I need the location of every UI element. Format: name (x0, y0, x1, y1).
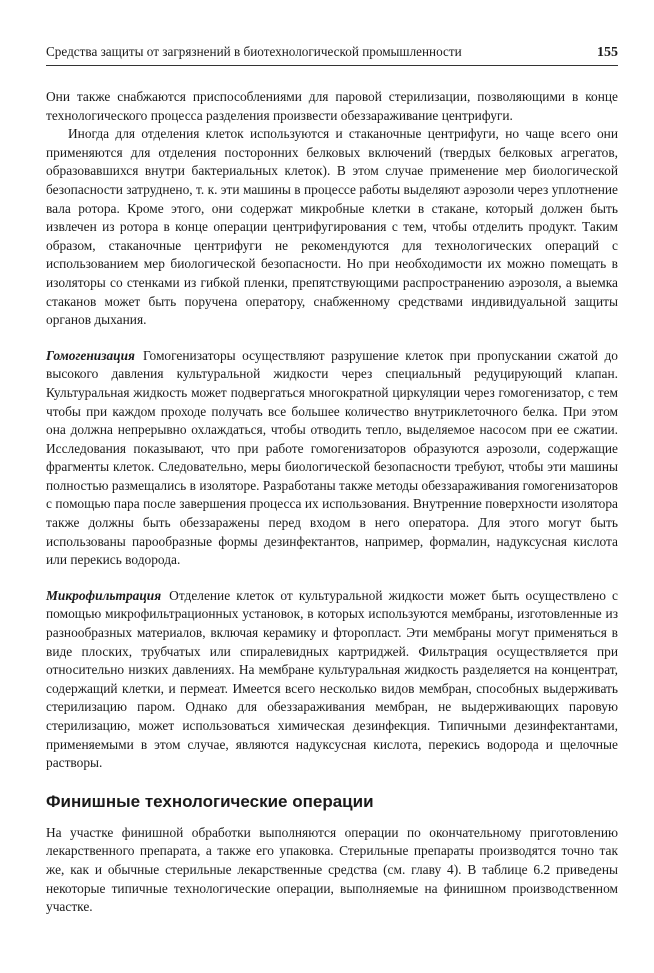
running-title: Средства защиты от загрязнений в биотехнологической промышленности (46, 44, 462, 59)
term-homogenization: Гомогенизация (46, 347, 135, 363)
document-page (46, 44, 618, 917)
section-heading: Финишные технологические операции (46, 791, 374, 811)
paragraph-finishing-operations: На участке финишной обработки выполняются операции по окончательному приготовлению лекарственного препарата, а также его упаковка. Стерильные препараты производятся точно так же, как и обычные стерильные лекарственные средства (см. главу 4). В таблице 6.2 приведены некоторые типичные технологические операции, выполняемые на финишном производственном участке. (46, 824, 618, 915)
page-number: 155 (597, 45, 618, 60)
microfiltration-text: Отделение клеток от культуральной жидкости может быть осуществлено с помощью микрофильтрационных установок, в которых используются мембраны, изготовленные из разнообразных материалов, включая керамику и фторопласт. Эти мембраны могут применяться в виде плоских, трубчатых или спиралевидных картриджей. Фильтрация осуществляется при относительно низких давлениях. На мембране культуральная жидкость разделяется на концентрат, содержащий клетки, и пермеат. Имеется всего несколько видов мембран, способных выдерживать стерилизацию паром. Однако для обеззараживания мембран, не выдерживающих паровую стерилизацию, может использоваться химическая дезинфекция. Типичными дезинфектантами, применяемыми в этом случае, являются надуксусная кислота, перекись водорода и щелочные растворы. (46, 587, 618, 771)
term-microfiltration: Микрофильтрация (46, 587, 162, 603)
running-header (46, 44, 618, 66)
homogenization-text: Гомогенизаторы осуществляют разрушение клеток при пропускании сжатой до высокого давления культуральной жидкости через специальный редуцирующий клапан. Культуральная жидкость может подвергаться многократной циркуляции через гомогенизатор, с тем чтобы при каждом проходе получать все большее количество внутриклеточного белка. При этом она должна непрерывно охлаждаться, чтобы отводить тепло, выделяемое насосом при ее сжатии. Исследования показывают, что при работе гомогенизаторов образуются аэрозоли, содержащие фрагменты клеток. Следовательно, меры биологической безопасности требуют, чтобы эти машины полностью размещались в изоляторе. Разработаны также методы обеззараживания гомогенизаторов с помощью пара после завершения процесса их использования. Внутренние поверхности изолятора также должны быть обеззаражены перед входом в него оператора. Для этого могут быть использованы парообразные формы дезинфектантов, например, формалин, надуксусная кислота или перекись водорода. (46, 347, 618, 568)
paragraph-bowl-centrifuges: Иногда для отделения клеток используются и стаканочные центрифуги, но чаще всего они применяются для отделения посторонних белковых включений (твердых белковых агрегатов, образовавшихся внутри бактериальных клеток). В этом случае применение мер биологической безопасности затруднено, т. к. эти машины в процессе работы выделяют аэрозоли через уплотнение вала ротора. Кроме этого, они содержат микробные клетки в стакане, который должен быть извлечен из ротора в конце операции центрифугирования с тем, чтобы отделить продукт. Таким образом, стаканочные центрифуги не рекомендуются для технологических операций с использованием мер биологической безопасности. Но при необходимости их можно помещать в изоляторы со стенками из гибкой пленки, препятствующими распространению аэрозоля, а выемка стаканов может быть поручена оператору, снабженному средствами индивидуальной защиты органов дыхания. (46, 126, 618, 328)
paragraph-homogenization (46, 347, 618, 570)
paragraph-centrifuge-sterilization: Они также снабжаются приспособлениями для паровой стерилизации, позволяющими в конце технологического процесса разделения произвести обеззараживание центрифуги. (46, 89, 618, 123)
paragraph-microfiltration (46, 587, 618, 773)
